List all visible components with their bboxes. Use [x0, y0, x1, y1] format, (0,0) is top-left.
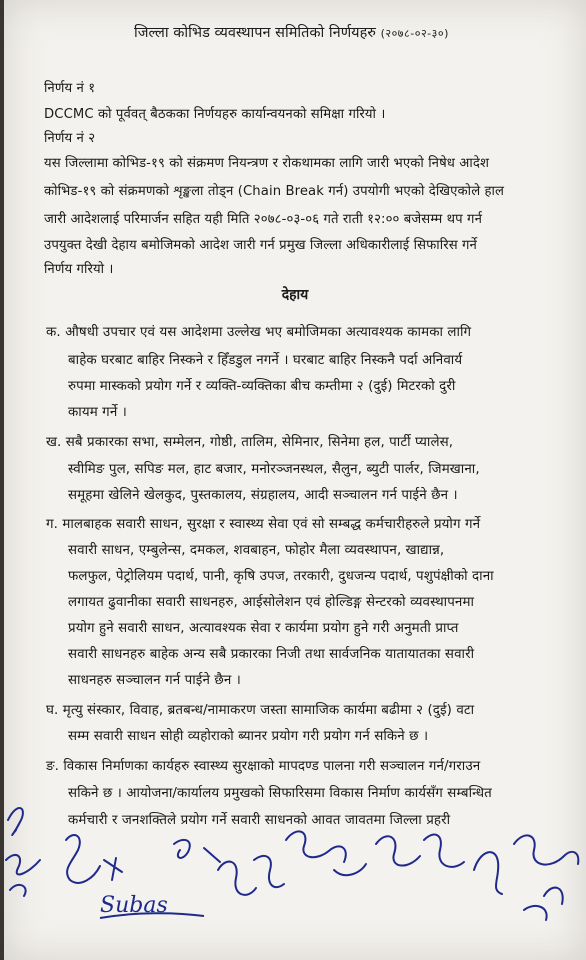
item-ga-line: सवारी साधन, एम्बुलेन्स, दमकल, शवबाहन, फोहोर मैला व्यवस्थापन, खाद्यान्न,	[68, 543, 445, 558]
signature-subas: Subas	[100, 893, 168, 918]
signature-4	[218, 856, 284, 895]
item-nga-line: कर्मचारी र जनशक्तिले प्रयोग गर्ने सवारी साधनको आवत जावतमा जिल्ला प्रहरी	[68, 813, 451, 828]
signature-3	[174, 840, 220, 862]
item-kha-line: समूहमा खेलिने खेलकुद, पुस्तकालय, संग्रहालय, आदी सञ्चालन गर्न पाईने छैन ।	[68, 488, 458, 503]
item-kha-line: स्वीमिङ पुल, सपिङ मल, हाट बजार, मनोरञ्जनस्थल, सैलुन, ब्युटी पार्लर, जिमखाना,	[68, 462, 480, 477]
signature-7	[474, 835, 578, 894]
decision-1-text: DCCMC को पूर्ववत् बैठकका निर्णयहरु कार्यान्वयनको समिक्षा गरियो ।	[44, 107, 386, 122]
decision-2-line: यस जिल्लामा कोभिड-१९ को संक्रमण नियन्त्रण र रोकथामका लागि जारी भएको निषेध आदेश	[44, 156, 490, 171]
decision-2-line: कोभिड-१९ को संक्रमणको शृङ्खला तोड्न (Chain Break गर्न) उपयोगी भएको देखिएकोले हाल	[44, 184, 505, 199]
item-ga-line: सवारी साधनहरु बाहेक अन्य सबै प्रकारका निजी तथा सार्वजनिक यातायातका सवारी	[68, 647, 475, 662]
signature-2	[66, 835, 122, 883]
item-ga-line: प्रयोग हुने सवारी साधन, अत्यावश्यक सेवा र कार्यमा प्रयोग हुने गरी अनुमती प्राप्त	[68, 621, 459, 636]
item-gha-line: घ. मृत्यु संस्कार, विवाह, ब्रतबन्ध/नामाकरण जस्ता सामाजिक कार्यमा बढीमा २ (दुई) वटा	[46, 703, 475, 718]
title-date: (२०७८-०२-३०)	[380, 27, 449, 40]
item-gha-line: सम्म सवारी साधन सोही व्यहोराको ब्यानर प्रयोग गरी प्रयोग गर्न सकिने छ ।	[68, 729, 429, 744]
item-nga-line: सकिने छ । आयोजना/कार्यालय प्रमुखको सिफारिसमा विकास निर्माण कार्यसँग सम्बन्धित	[68, 786, 492, 801]
decision-2-label: निर्णय नं २	[44, 131, 96, 146]
decision-1-label: निर्णय नं १	[44, 81, 96, 96]
item-nga-line: ङ. विकास निर्माणका कार्यहरु स्वास्थ्य सुरक्षाको मापदण्ड पालना गरी सञ्चालन गर्न/गराउन	[46, 759, 481, 774]
item-ka-line: क. औषधी उपचार एवं यस आदेशमा उल्लेख भए बमोजिमका अत्यावश्यक कामका लागि	[46, 325, 472, 340]
signature-8	[524, 888, 563, 920]
document-title	[134, 22, 574, 42]
signatures-area	[4, 800, 586, 960]
item-ka-line: रुपमा मास्कको प्रयोग गर्ने र व्यक्ति-व्यक्तिका बीच कम्तीमा २ (दुई) मिटरको दुरी	[68, 379, 456, 394]
item-ga-line: लगायत ढुवानीका सवारी साधनहरु, आईसोलेशन एवं होल्डिङ्ग सेन्टरको व्यवस्थापनमा	[68, 595, 475, 610]
decision-2-line: उपयुक्त देखी देहाय बमोजिमको आदेश जारी गर्न प्रमुख जिल्ला अधिकारीलाई सिफारिस गर्ने	[44, 238, 477, 253]
signature-5	[286, 831, 366, 875]
decision-2-line: जारी आदेशलाई परिमार्जन सहित यही मिति २०७८-०३-०६ गते राती १२:०० बजेसम्म थप गर्न	[44, 212, 482, 227]
signature-1	[6, 808, 40, 896]
section-heading: देहाय	[281, 287, 309, 303]
handwritten-signatures	[4, 800, 586, 960]
decision-2-line: निर्णय गरियो ।	[44, 262, 114, 277]
item-ga-line: साधनहरु सञ्चालन गर्न पाईने छैन ।	[68, 673, 241, 688]
title-text: जिल्ला कोभिड व्यवस्थापन समितिको निर्णयहरु	[134, 25, 376, 41]
document-page	[4, 0, 586, 960]
item-ga-line: ग. मालबाहक सवारी साधन, सुरक्षा र स्वास्थ्य सेवा एवं सो सम्बद्ध कर्मचारीहरुले प्रयोग गर्ने	[46, 517, 481, 532]
item-kha-line: ख. सबै प्रकारका सभा, सम्मेलन, गोष्ठी, तालिम, सेमिनार, सिनेमा हल, पार्टी प्यालेस,	[46, 435, 454, 450]
item-ka-line: कायम गर्ने ।	[68, 405, 127, 420]
item-ka-line: बाहेक घरबाट बाहिर निस्कने र हिँडडुल नगर्ने । घरबाट बाहिर निस्कनै पर्दा अनिवार्य	[68, 353, 463, 368]
item-ga-line: फलफुल, पेट्रोलियम पदार्थ, पानी, कृषि उपज, तरकारी, दुधजन्य पदार्थ, पशुपंक्षीको दाना	[68, 569, 494, 584]
signature-6	[376, 835, 464, 867]
